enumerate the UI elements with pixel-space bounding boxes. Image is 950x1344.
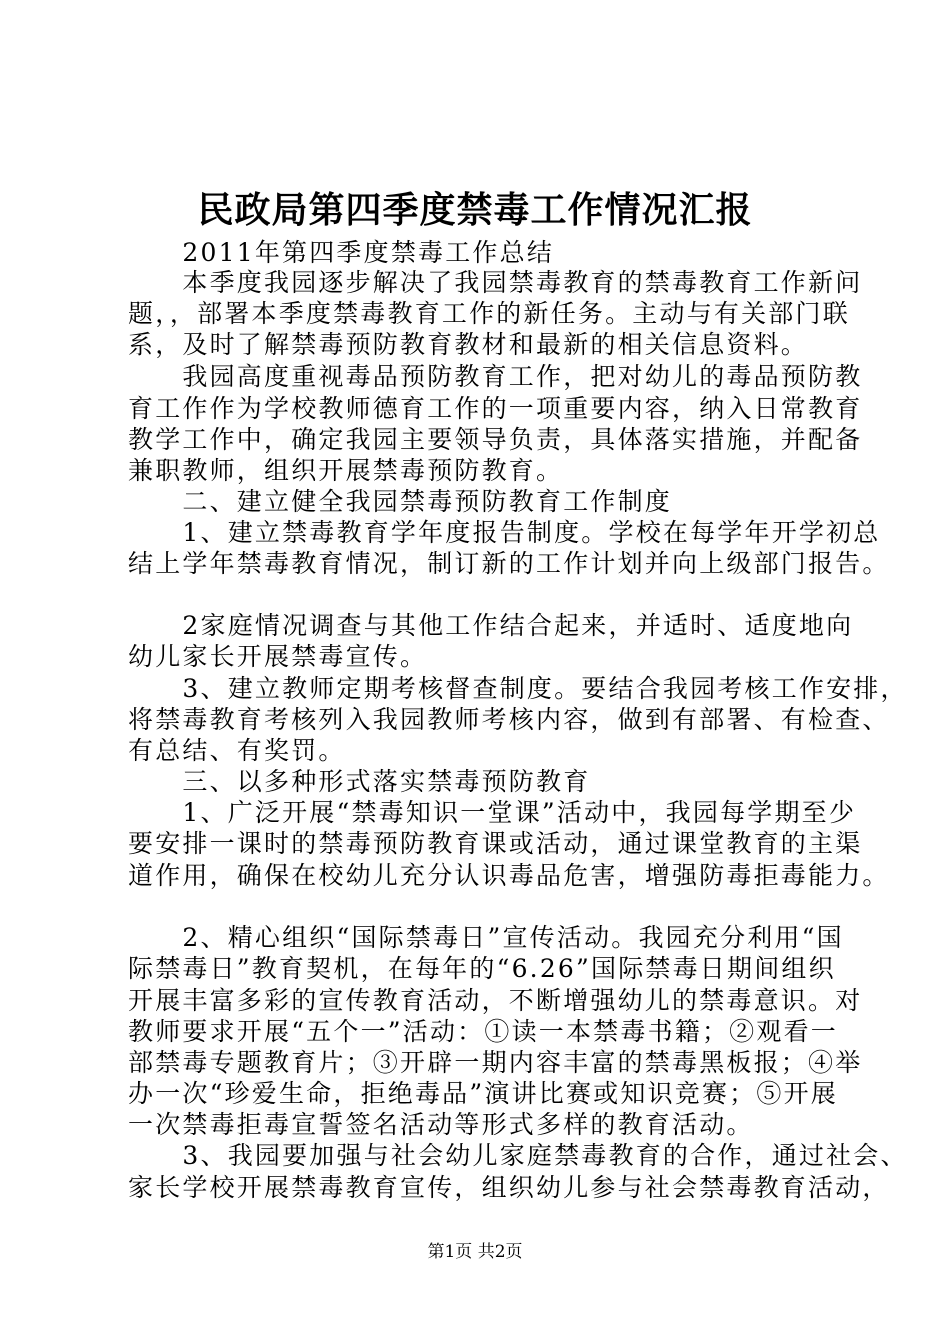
body-line: 3、我园要加强与社会幼儿家庭禁毒教育的合作，通过社会、 [128,1141,908,1170]
body-line: 二、建立健全我园禁毒预防教育工作制度 [128,487,673,516]
body-line: 一次禁毒拒毒宣誓签名活动等形式多样的教育活动。 [128,1110,754,1139]
body-line: 要安排一课时的禁毒预防教育课或活动，通过课堂教育的主渠 [128,829,863,858]
body-line: 3、建立教师定期考核督查制度。要结合我园考核工作安排， [128,674,908,703]
body-line: 结上学年禁毒教育情况，制订新的工作计划并向上级部门报告。 [128,549,890,578]
body-line: 系，及时了解禁毒预防教育教材和最新的相关信息资料。 [128,330,809,359]
body-line: 2、精心组织“国际禁毒日”宣传活动。我园充分利用“国 [128,923,844,952]
body-line: 本季度我园逐步解决了我园禁毒教育的禁毒教育工作新问 [128,268,863,297]
body-line: 2011年第四季度禁毒工作总结 [128,238,555,267]
body-line: 办一次“珍爱生命，拒绝毒品”演讲比赛或知识竞赛；⑤开展 [128,1079,838,1108]
body-line: 际禁毒日”教育契机，在每年的“6.26”国际禁毒日期间组织 [128,954,836,983]
body-line: 育工作作为学校教师德育工作的一项重要内容，纳入日常教育 [128,394,863,423]
body-line: 开展丰富多彩的宣传教育活动，不断增强幼儿的禁毒意识。对 [128,986,863,1015]
body-line: 兼职教师，组织开展禁毒预防教育。 [128,456,564,485]
body-line: 我园高度重视毒品预防教育工作，把对幼儿的毒品预防教 [128,362,863,391]
document-title: 民政局第四季度禁毒工作情况汇报 [197,189,753,231]
body-line: 教师要求开展“五个一”活动：①读一本禁毒书籍；②观看一 [128,1017,838,1046]
body-line: 1、建立禁毒教育学年度报告制度。学校在每学年开学初总 [128,518,881,547]
body-line: 教学工作中，确定我园主要领导负责，具体落实措施，并配备 [128,425,863,454]
body-line: 有总结、有奖罚。 [128,736,346,765]
body-line: 幼儿家长开展禁毒宣传。 [128,642,428,671]
body-line: 2家庭情况调查与其他工作结合起来，并适时、适度地向 [128,611,854,640]
body-line: 1、广泛开展“禁毒知识一堂课”活动中，我园每学期至少 [128,798,857,827]
body-line: 部禁毒专题教育片；③开辟一期内容丰富的禁毒黑板报；④举 [128,1048,863,1077]
body-line: 题，，部署本季度禁毒教育工作的新任务。主动与有关部门联 [128,299,850,328]
body-line: 家长学校开展禁毒教育宣传，组织幼儿参与社会禁毒教育活动， [128,1173,890,1202]
body-line: 三、以多种形式落实禁毒预防教育 [128,767,591,796]
body-line: 道作用，确保在校幼儿充分认识毒品危害，增强防毒拒毒能力。 [128,861,890,890]
page-footer: 第1页 共2页 [427,1242,523,1262]
body-line: 将禁毒教育考核列入我园教师考核内容，做到有部署、有检查、 [128,705,890,734]
